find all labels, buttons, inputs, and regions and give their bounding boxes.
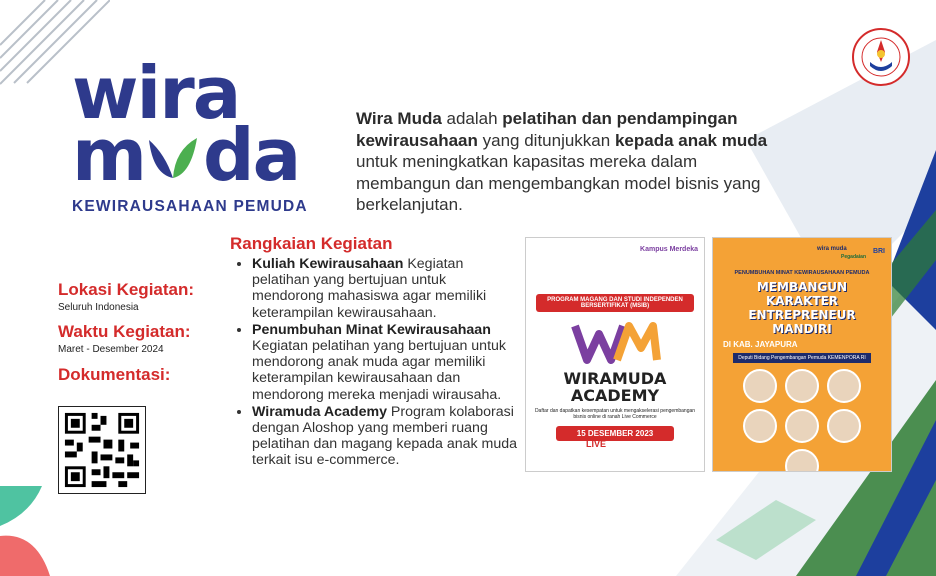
speaker-photo <box>743 409 777 443</box>
speaker-photo <box>785 409 819 443</box>
speaker-photo <box>785 369 819 403</box>
kemenpora-emblem-icon <box>852 28 910 86</box>
agenda-item-desc: Kegiatan pelatihan yang bertujuan untuk mendorong anak muda agar memiliki keterampilan kewirausahaan dan mendorong mereka menjadi wirausaha. <box>252 338 506 403</box>
agenda-item-title: Wiramuda Academy <box>252 403 387 420</box>
agenda-title: Rangkaian Kegiatan <box>230 234 393 253</box>
speakers-grid <box>713 369 891 472</box>
speaker-photo <box>785 449 819 472</box>
agenda-item-title: Kuliah Kewirausahaan <box>252 256 404 272</box>
poster1-date: 15 DESEMBER 2023 <box>556 426 674 441</box>
agenda-item <box>252 322 520 403</box>
speaker-photo <box>827 369 861 403</box>
poster2-title: MEMBANGUN KARAKTER ENTREPRENEUR MANDIRI <box>748 280 856 336</box>
kampus-merdeka-badge: Kampus Merdeka <box>640 246 698 253</box>
location-label: Lokasi Kegiatan: <box>58 280 195 299</box>
agenda-item-title: Penumbuhan Minat Kewirausahaan <box>252 321 491 338</box>
agenda-item-desc: Kegiatan pelatihan yang bertujuan untuk mendorong mahasiswa agar memiliki keterampilan kewirausahaan. <box>252 256 487 321</box>
intro-text: yang ditunjukkan <box>477 130 615 150</box>
agenda-list <box>230 256 520 469</box>
poster1-live: LIVE <box>586 439 607 449</box>
time-label: Waktu Kegiatan: <box>58 322 191 341</box>
leaf-icon <box>145 134 201 182</box>
intro-brand: Wira Muda <box>356 109 442 128</box>
agenda-item <box>252 256 520 321</box>
time-value: Maret - Desember 2024 <box>58 344 164 355</box>
poster2-section: Deputi Bidang Pengembangan Pemuda KEMENPORA RI <box>733 353 871 363</box>
poster1-head: PROGRAM MAGANG DAN STUDI INDEPENDEN BERSERTIFIKAT (MSIB) <box>536 294 694 312</box>
docs-block <box>58 365 170 385</box>
poster2-head: PENUMBUHAN MINAT KEWIRAUSAHAAN PEMUDA <box>734 270 870 276</box>
poster2-sponsor1: Pegadaian <box>841 254 867 260</box>
corner-decoration <box>0 486 60 576</box>
agenda-item-desc: Program kolaborasi dengan Aloshop yang memberi ruang pelatihan dan magang kepada anak muda terkait isu e-commerce. <box>252 403 518 469</box>
membangun-karakter-poster[interactable] <box>712 237 892 472</box>
poster2-sponsor2: BRI <box>872 248 885 255</box>
wira-muda-logo <box>72 51 312 216</box>
intro-emphasis: pelatihan dan pendampingan kewirausahaan <box>356 109 738 150</box>
logo-subtitle: KEWIRAUSAHAAN PEMUDA <box>72 198 308 215</box>
poster1-desc: Daftar dan dapatkan kesempatan untuk mengakselerasi pengembangan bisnis online di ranah Live Commerce <box>534 408 696 420</box>
wm-logo-icon <box>565 318 665 368</box>
logo-m: m <box>72 113 146 197</box>
docs-label: Dokumentasi: <box>58 365 171 384</box>
speaker-photo <box>827 409 861 443</box>
intro-emphasis: kepada anak muda <box>614 130 768 150</box>
intro-text: adalah <box>441 109 503 128</box>
time-block <box>58 322 191 355</box>
wiramuda-academy-poster[interactable] <box>525 237 705 472</box>
intro-paragraph <box>356 108 796 216</box>
location-value: Seluruh Indonesia <box>58 302 139 313</box>
poster2-place: DI KAB. JAYAPURA <box>723 340 798 349</box>
poster2-brand: wira muda <box>817 246 847 252</box>
agenda-section <box>230 234 520 470</box>
location-block <box>58 280 194 313</box>
speaker-photo <box>743 369 777 403</box>
qr-code[interactable] <box>58 406 146 494</box>
logo-muda-text <box>72 113 312 197</box>
intro-text: untuk meningkatkan kapasitas mereka dalam membangun dan mengembangkan model bisnis yang berkelanjutan. <box>356 152 761 214</box>
qr-code-icon <box>59 407 145 493</box>
agenda-item <box>252 404 520 469</box>
logo-wira-text: wira <box>72 51 240 135</box>
poster1-title: WIRAMUDA ACADEMY <box>563 369 667 405</box>
logo-da: da <box>203 113 300 197</box>
